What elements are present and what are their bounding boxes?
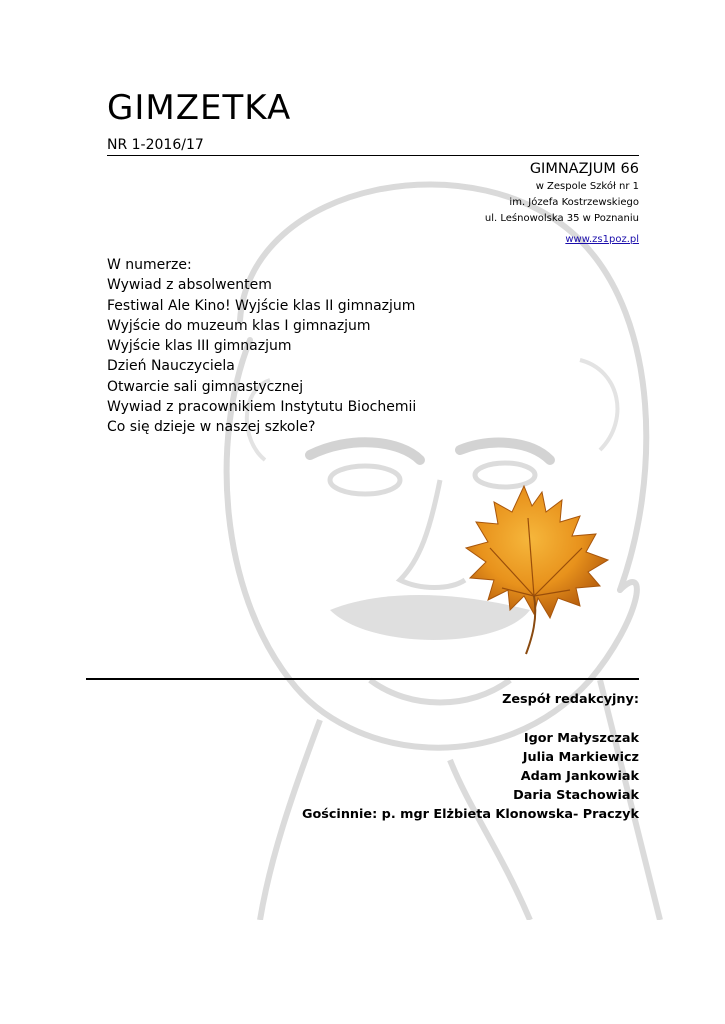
section-divider	[86, 678, 639, 680]
school-address: ul. Leśnowolska 35 w Poznaniu	[484, 213, 639, 224]
school-line: w Zespole Szkół nr 1	[535, 181, 639, 192]
toc-item: Wyjście klas III gimnazjum	[107, 338, 292, 355]
guest-editor: Gościnnie: p. mgr Elżbieta Klonowska- Praczyk	[301, 807, 639, 822]
toc-item: Co się dzieje w naszej szkole?	[107, 419, 316, 436]
toc-item: Dzień Nauczyciela	[107, 358, 235, 375]
toc-item: Wyjście do muzeum klas I gimnazjum	[107, 317, 371, 334]
toc-item: Wywiad z pracownikiem Instytutu Biochemii	[107, 399, 417, 416]
toc-item: Festiwal Ale Kino! Wyjście klas II gimnazjum	[107, 297, 416, 314]
table-of-contents	[107, 255, 416, 438]
editor-name: Igor Małyszczak	[523, 731, 639, 746]
editor-name: Daria Stachowiak	[513, 788, 639, 803]
editorial-team-heading: Zespół redakcyjny:	[502, 692, 639, 707]
school-name: GIMNAZJUM 66	[529, 161, 639, 177]
toc-item: Wywiad z absolwentem	[107, 277, 272, 294]
header-divider	[107, 155, 639, 156]
toc-item: Otwarcie sali gimnastycznej	[107, 378, 304, 395]
school-website-link[interactable]: www.zs1poz.pl	[565, 234, 639, 245]
maple-leaf-image	[462, 478, 612, 656]
editor-name: Adam Jankowiak	[520, 769, 639, 784]
toc-heading: W numerze:	[107, 257, 192, 273]
newsletter-title: GIMZETKA	[107, 88, 292, 128]
school-info	[485, 159, 639, 248]
school-line: im. Józefa Kostrzewskiego	[509, 197, 639, 208]
issue-number: NR 1-2016/17	[107, 137, 204, 153]
editorial-team	[302, 690, 639, 824]
editor-name: Julia Markiewicz	[522, 750, 639, 765]
